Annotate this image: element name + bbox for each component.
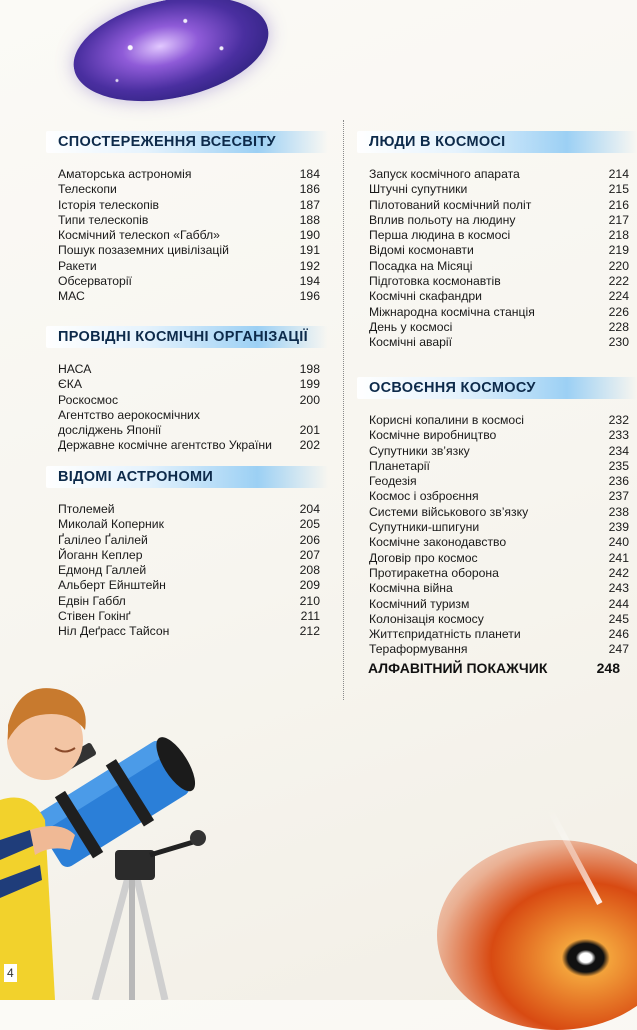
toc-entry-title: Історія телескопів [58, 197, 160, 212]
toc-entry-title: Супутники зв’язку [369, 443, 470, 458]
toc-entry[interactable] [369, 289, 637, 304]
toc-entry-page: 200 [299, 392, 320, 407]
toc-entry[interactable] [369, 535, 637, 550]
toc-entry-page: 216 [608, 197, 629, 212]
toc-entry[interactable] [369, 320, 637, 335]
alphabetical-index-entry[interactable] [368, 660, 620, 676]
toc-entry-title: Телескопи [58, 182, 117, 197]
toc-entry-title: Штучні супутники [369, 182, 468, 197]
black-hole-image [437, 840, 637, 1030]
toc-entry-title: НАСА [58, 362, 92, 376]
toc-entry-page: 245 [608, 611, 629, 626]
toc-entry-title: Стівен Гокінґ [58, 609, 131, 624]
toc-entry-page: 241 [608, 550, 629, 565]
toc-entry-title: Ґалілео Ґалілей [58, 532, 148, 547]
toc-entry[interactable] [369, 520, 637, 535]
toc-entry-title: Космічні аварії [369, 335, 452, 350]
toc-entry[interactable] [369, 228, 637, 243]
toc-entry-title: Відомі космонавти [369, 243, 474, 258]
toc-entry-page: 184 [299, 167, 320, 181]
index-page-number: 248 [596, 660, 620, 676]
toc-entry-title: Посадка на Місяці [369, 258, 473, 273]
section-title: ЛЮДИ В КОСМОСІ [357, 131, 637, 153]
toc-entry-title: Космічні скафандри [369, 289, 482, 304]
toc-entry-title: Міжнародна космічна станція [369, 304, 535, 319]
toc-entry[interactable] [58, 517, 328, 532]
toc-entry-page: 214 [608, 167, 629, 181]
toc-entry-page: 222 [608, 274, 629, 289]
toc-entry-page: 219 [608, 243, 629, 258]
toc-entry-title: Державне космічне агентство України [58, 438, 272, 453]
toc-list [46, 167, 328, 305]
toc-entry-title: Геодезія [369, 474, 417, 489]
toc-entry-title: Планетарії [369, 458, 430, 473]
section-space-exploration [357, 377, 637, 658]
toc-entry-page: 206 [299, 532, 320, 547]
toc-entry-page: 234 [608, 443, 629, 458]
toc-entry-page: 196 [299, 289, 320, 304]
toc-entry[interactable] [58, 563, 328, 578]
toc-entry[interactable] [369, 566, 637, 581]
toc-entry[interactable] [58, 548, 328, 563]
toc-entry-page: 207 [299, 547, 320, 562]
toc-entry-title: ЄКА [58, 377, 82, 392]
toc-entry[interactable] [369, 167, 637, 182]
toc-entry[interactable] [369, 413, 637, 428]
toc-entry-page: 205 [299, 517, 320, 532]
index-label: АЛФАВІТНИЙ ПОКАЖЧИК [368, 660, 548, 676]
toc-entry-page: 204 [299, 502, 320, 516]
toc-entry-title: Протиракетна оборона [369, 565, 499, 580]
toc-entry-page: 210 [299, 593, 320, 608]
toc-entry-page: 230 [608, 335, 629, 350]
toc-entry-title: Альберт Ейнштейн [58, 578, 166, 593]
toc-entry[interactable] [58, 377, 328, 392]
toc-entry-title: Договір про космос [369, 550, 478, 565]
toc-entry-page: 202 [299, 438, 320, 453]
toc-entry[interactable] [58, 578, 328, 593]
toc-entry-page: 192 [299, 258, 320, 273]
toc-entry-title: Підготовка космонавтів [369, 274, 501, 289]
toc-entry[interactable] [369, 612, 637, 627]
toc-entry-page: 217 [608, 212, 629, 227]
toc-entry[interactable] [369, 489, 637, 504]
toc-entry-title: Космічний туризм [369, 596, 470, 611]
section-title: ОСВОЄННЯ КОСМОСУ [357, 377, 637, 399]
toc-entry-title: Едмонд Галлей [58, 563, 147, 578]
toc-entry[interactable] [58, 624, 328, 639]
toc-entry[interactable] [58, 198, 328, 213]
toc-entry[interactable] [369, 581, 637, 596]
toc-entry-page: 201 [299, 423, 320, 438]
toc-entry-page: 194 [299, 274, 320, 289]
toc-entry[interactable] [369, 182, 637, 197]
toc-entry[interactable] [369, 198, 637, 213]
toc-entry-page: 188 [299, 212, 320, 227]
section-title: ВІДОМІ АСТРОНОМИ [46, 466, 328, 488]
toc-entry[interactable] [58, 594, 328, 609]
toc-entry[interactable] [58, 393, 328, 408]
section-space-organizations [46, 326, 328, 454]
toc-list [46, 362, 328, 454]
toc-entry[interactable] [58, 213, 328, 228]
toc-entry-page: 191 [299, 243, 320, 258]
toc-entry-page: 240 [608, 535, 629, 550]
toc-entry-title: Космос і озброєння [369, 489, 479, 504]
toc-entry-title: Агентство аерокосмічних [58, 407, 200, 422]
toc-entry-title: День у космосі [369, 319, 453, 334]
toc-entry[interactable] [58, 423, 328, 438]
toc-entry-title: Роскосмос [58, 392, 119, 407]
toc-entry-page: 228 [608, 319, 629, 334]
toc-entry-title: Тераформування [369, 642, 468, 657]
toc-entry-title: МАС [58, 289, 85, 304]
toc-entry[interactable] [58, 259, 328, 274]
toc-list [357, 167, 637, 351]
toc-entry-page: 190 [299, 228, 320, 243]
toc-entry-page: 198 [299, 362, 320, 376]
column-divider [343, 120, 344, 700]
toc-entry-title: Життєпридатність планети [369, 627, 521, 642]
toc-entry-title: Перша людина в космосі [369, 228, 511, 243]
toc-entry-title: Типи телескопів [58, 212, 149, 227]
toc-entry-page: 246 [608, 627, 629, 642]
toc-entry-page: 236 [608, 474, 629, 489]
toc-entry-page: 215 [608, 182, 629, 197]
toc-entry-page: 224 [608, 289, 629, 304]
toc-entry[interactable] [369, 274, 637, 289]
toc-entry-page: 209 [299, 578, 320, 593]
toc-list [357, 413, 637, 658]
toc-entry-title: Пілотований космічний політ [369, 197, 532, 212]
toc-entry[interactable] [58, 362, 328, 377]
toc-entry[interactable] [369, 305, 637, 320]
toc-entry-title: Корисні копалини в космосі [369, 413, 525, 427]
toc-entry-page: 237 [608, 489, 629, 504]
toc-entry[interactable] [58, 533, 328, 548]
toc-entry[interactable] [369, 213, 637, 228]
toc-entry[interactable] [369, 505, 637, 520]
toc-entry[interactable] [58, 228, 328, 243]
toc-entry[interactable] [58, 167, 328, 182]
toc-entry-page [314, 408, 320, 423]
section-title: ПРОВІДНІ КОСМІЧНІ ОРГАНІЗАЦІЇ [46, 326, 328, 348]
section-title: СПОСТЕРЕЖЕННЯ ВСЕСВІТУ [46, 131, 328, 153]
toc-entry[interactable] [58, 243, 328, 258]
toc-entry-page: 212 [299, 624, 320, 639]
toc-entry-title: Птолемей [58, 502, 115, 516]
section-people-in-space [357, 131, 637, 351]
toc-entry-page: 232 [608, 413, 629, 427]
toc-entry[interactable] [58, 609, 328, 624]
toc-entry-title: Обсерваторії [58, 274, 132, 289]
toc-entry[interactable] [58, 289, 328, 304]
toc-entry-page: 220 [608, 258, 629, 273]
boy-with-telescope-illustration [0, 670, 210, 1000]
toc-entry-page: 243 [608, 581, 629, 596]
toc-entry[interactable] [369, 597, 637, 612]
toc-entry-title: Космічна війна [369, 581, 453, 596]
toc-entry[interactable] [58, 502, 328, 517]
toc-entry-title: Едвін Габбл [58, 593, 126, 608]
galaxy-image [64, 0, 278, 118]
toc-entry[interactable] [58, 408, 328, 423]
toc-entry-page: 186 [299, 182, 320, 197]
toc-entry-title: Космічне законодавство [369, 535, 507, 550]
toc-entry-page: 208 [299, 563, 320, 578]
toc-entry[interactable] [369, 444, 637, 459]
toc-entry-page: 244 [608, 596, 629, 611]
page-number: 4 [4, 964, 17, 982]
toc-entry-title: досліджень Японії [58, 423, 162, 438]
toc-entry-page: 187 [299, 197, 320, 212]
toc-entry-title: Супутники-шпигуни [369, 520, 480, 535]
toc-entry-title: Системи військового зв’язку [369, 504, 529, 519]
toc-entry[interactable] [369, 259, 637, 274]
toc-entry-title: Йоганн Кеплер [58, 547, 143, 562]
toc-entry-page: 226 [608, 304, 629, 319]
toc-entry[interactable] [58, 182, 328, 197]
toc-entry-title: Пошук позаземних цивілізацій [58, 243, 229, 258]
toc-entry-page: 247 [608, 642, 629, 657]
toc-entry-page: 211 [300, 609, 320, 624]
toc-entry[interactable] [369, 551, 637, 566]
toc-entry-page: 238 [608, 504, 629, 519]
toc-entry-page: 199 [299, 377, 320, 392]
toc-entry-page: 218 [608, 228, 629, 243]
toc-entry-title: Миколай Коперник [58, 517, 164, 532]
toc-list [46, 502, 328, 640]
toc-entry-title: Ніл Деґрасс Тайсон [58, 624, 170, 639]
toc-entry-title: Космічне виробництво [369, 428, 497, 443]
toc-entry-page: 242 [608, 565, 629, 580]
toc-entry[interactable] [369, 335, 637, 350]
toc-entry-title: Запуск космічного апарата [369, 167, 520, 181]
section-observing-universe [46, 131, 328, 305]
toc-entry[interactable] [58, 274, 328, 289]
toc-entry[interactable] [369, 642, 637, 657]
toc-entry-page: 239 [608, 520, 629, 535]
toc-entry[interactable] [369, 459, 637, 474]
toc-entry-page: 235 [608, 458, 629, 473]
toc-entry-title: Аматорська астрономія [58, 167, 192, 181]
toc-entry-title: Космічний телескоп «Габбл» [58, 228, 220, 243]
section-famous-astronomers [46, 466, 328, 640]
toc-entry[interactable] [58, 438, 328, 453]
toc-entry[interactable] [369, 428, 637, 443]
toc-entry[interactable] [369, 243, 637, 258]
toc-entry-page: 233 [608, 428, 629, 443]
toc-entry-title: Колонізація космосу [369, 611, 484, 626]
toc-entry[interactable] [369, 627, 637, 642]
toc-entry[interactable] [369, 474, 637, 489]
toc-entry-title: Ракети [58, 258, 97, 273]
toc-entry-title: Вплив польоту на людину [369, 212, 516, 227]
